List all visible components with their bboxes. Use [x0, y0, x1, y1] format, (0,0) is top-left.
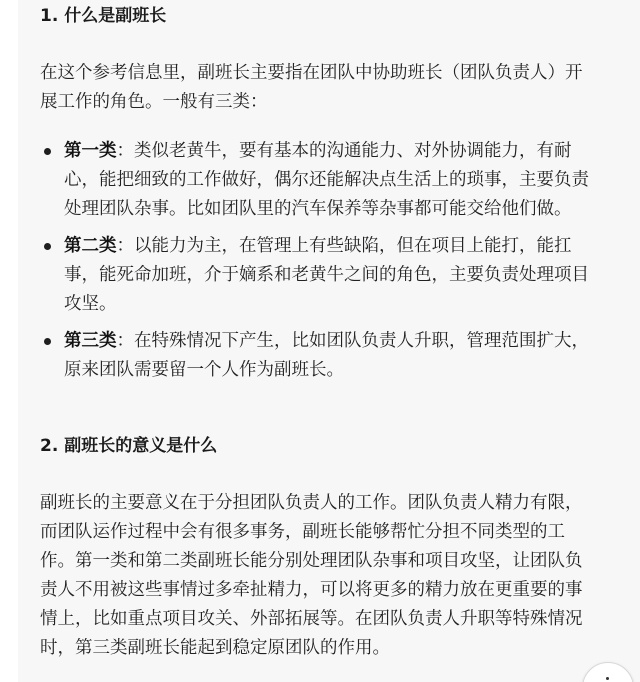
scroll-down-icon	[606, 677, 609, 680]
intro-line: 在这个参考信息里，副班长主要指在团队中协助班长（团队负责人）开	[40, 63, 583, 83]
bullet-icon	[44, 148, 51, 155]
list-item-text: 类似老黄牛，要有基本的沟通能力、对外协调能力，有耐	[134, 141, 572, 161]
list-item-separator: ：	[116, 236, 134, 256]
list-item-title: 第三类	[64, 331, 117, 351]
list-item-line: 处理团队杂事。比如团队里的汽车保养等杂事都可能交给他们做。	[64, 199, 572, 219]
body-line: 而团队运作过程中会有很多事务，副班长能够帮忙分担不同类型的工	[40, 522, 565, 542]
list-item-line: 原来团队需要留一个人作为副班长。	[64, 360, 344, 380]
intro-line: 展工作的角色。一般有三类：	[40, 92, 268, 112]
list-item-title: 第二类	[64, 236, 117, 256]
section-1-heading: 1. 什么是副班长	[40, 6, 167, 26]
list-item-line	[64, 137, 612, 166]
bullet-icon	[44, 243, 51, 250]
section-1-intro	[40, 59, 608, 117]
list-item-separator: ：	[116, 141, 134, 161]
list-item	[40, 137, 612, 224]
list-item	[40, 232, 612, 319]
list-item-separator: ：	[116, 331, 134, 351]
body-line: 责人不用被这些事情过多牵扯精力，可以将更多的精力放在更重要的事	[40, 580, 583, 600]
body-line: 情上，比如重点项目攻关、外部拓展等。在团队负责人升职等特殊情况	[40, 609, 583, 629]
section-2-body	[40, 489, 608, 663]
section-2-heading: 2. 副班长的意义是什么	[40, 436, 218, 456]
list-item-title: 第一类	[64, 141, 117, 161]
category-list	[40, 137, 612, 393]
body-line: 副班长的主要意义在于分担团队负责人的工作。团队负责人精力有限，	[40, 493, 583, 513]
list-item-text: 以能力为主，在管理上有些缺陷，但在项目上能打，能扛	[134, 236, 572, 256]
list-item-line: 事，能死命加班，介于嫡系和老黄牛之间的角色，主要负责处理项目	[64, 265, 589, 285]
body-line: 时，第三类副班长能起到稳定原团队的作用。	[40, 638, 390, 658]
list-item	[40, 327, 612, 385]
list-item-line	[64, 232, 612, 261]
list-item-line	[64, 327, 612, 356]
list-item-text: 在特殊情况下产生，比如团队负责人升职，管理范围扩大，	[134, 331, 589, 351]
body-line: 作。第一类和第二类副班长能分别处理团队杂事和项目攻坚，让团队负	[40, 551, 583, 571]
bullet-icon	[44, 338, 51, 345]
list-item-line: 心，能把细致的工作做好，偶尔还能解决点生活上的琐事，主要负责	[64, 170, 589, 190]
list-item-line: 攻坚。	[64, 294, 117, 314]
